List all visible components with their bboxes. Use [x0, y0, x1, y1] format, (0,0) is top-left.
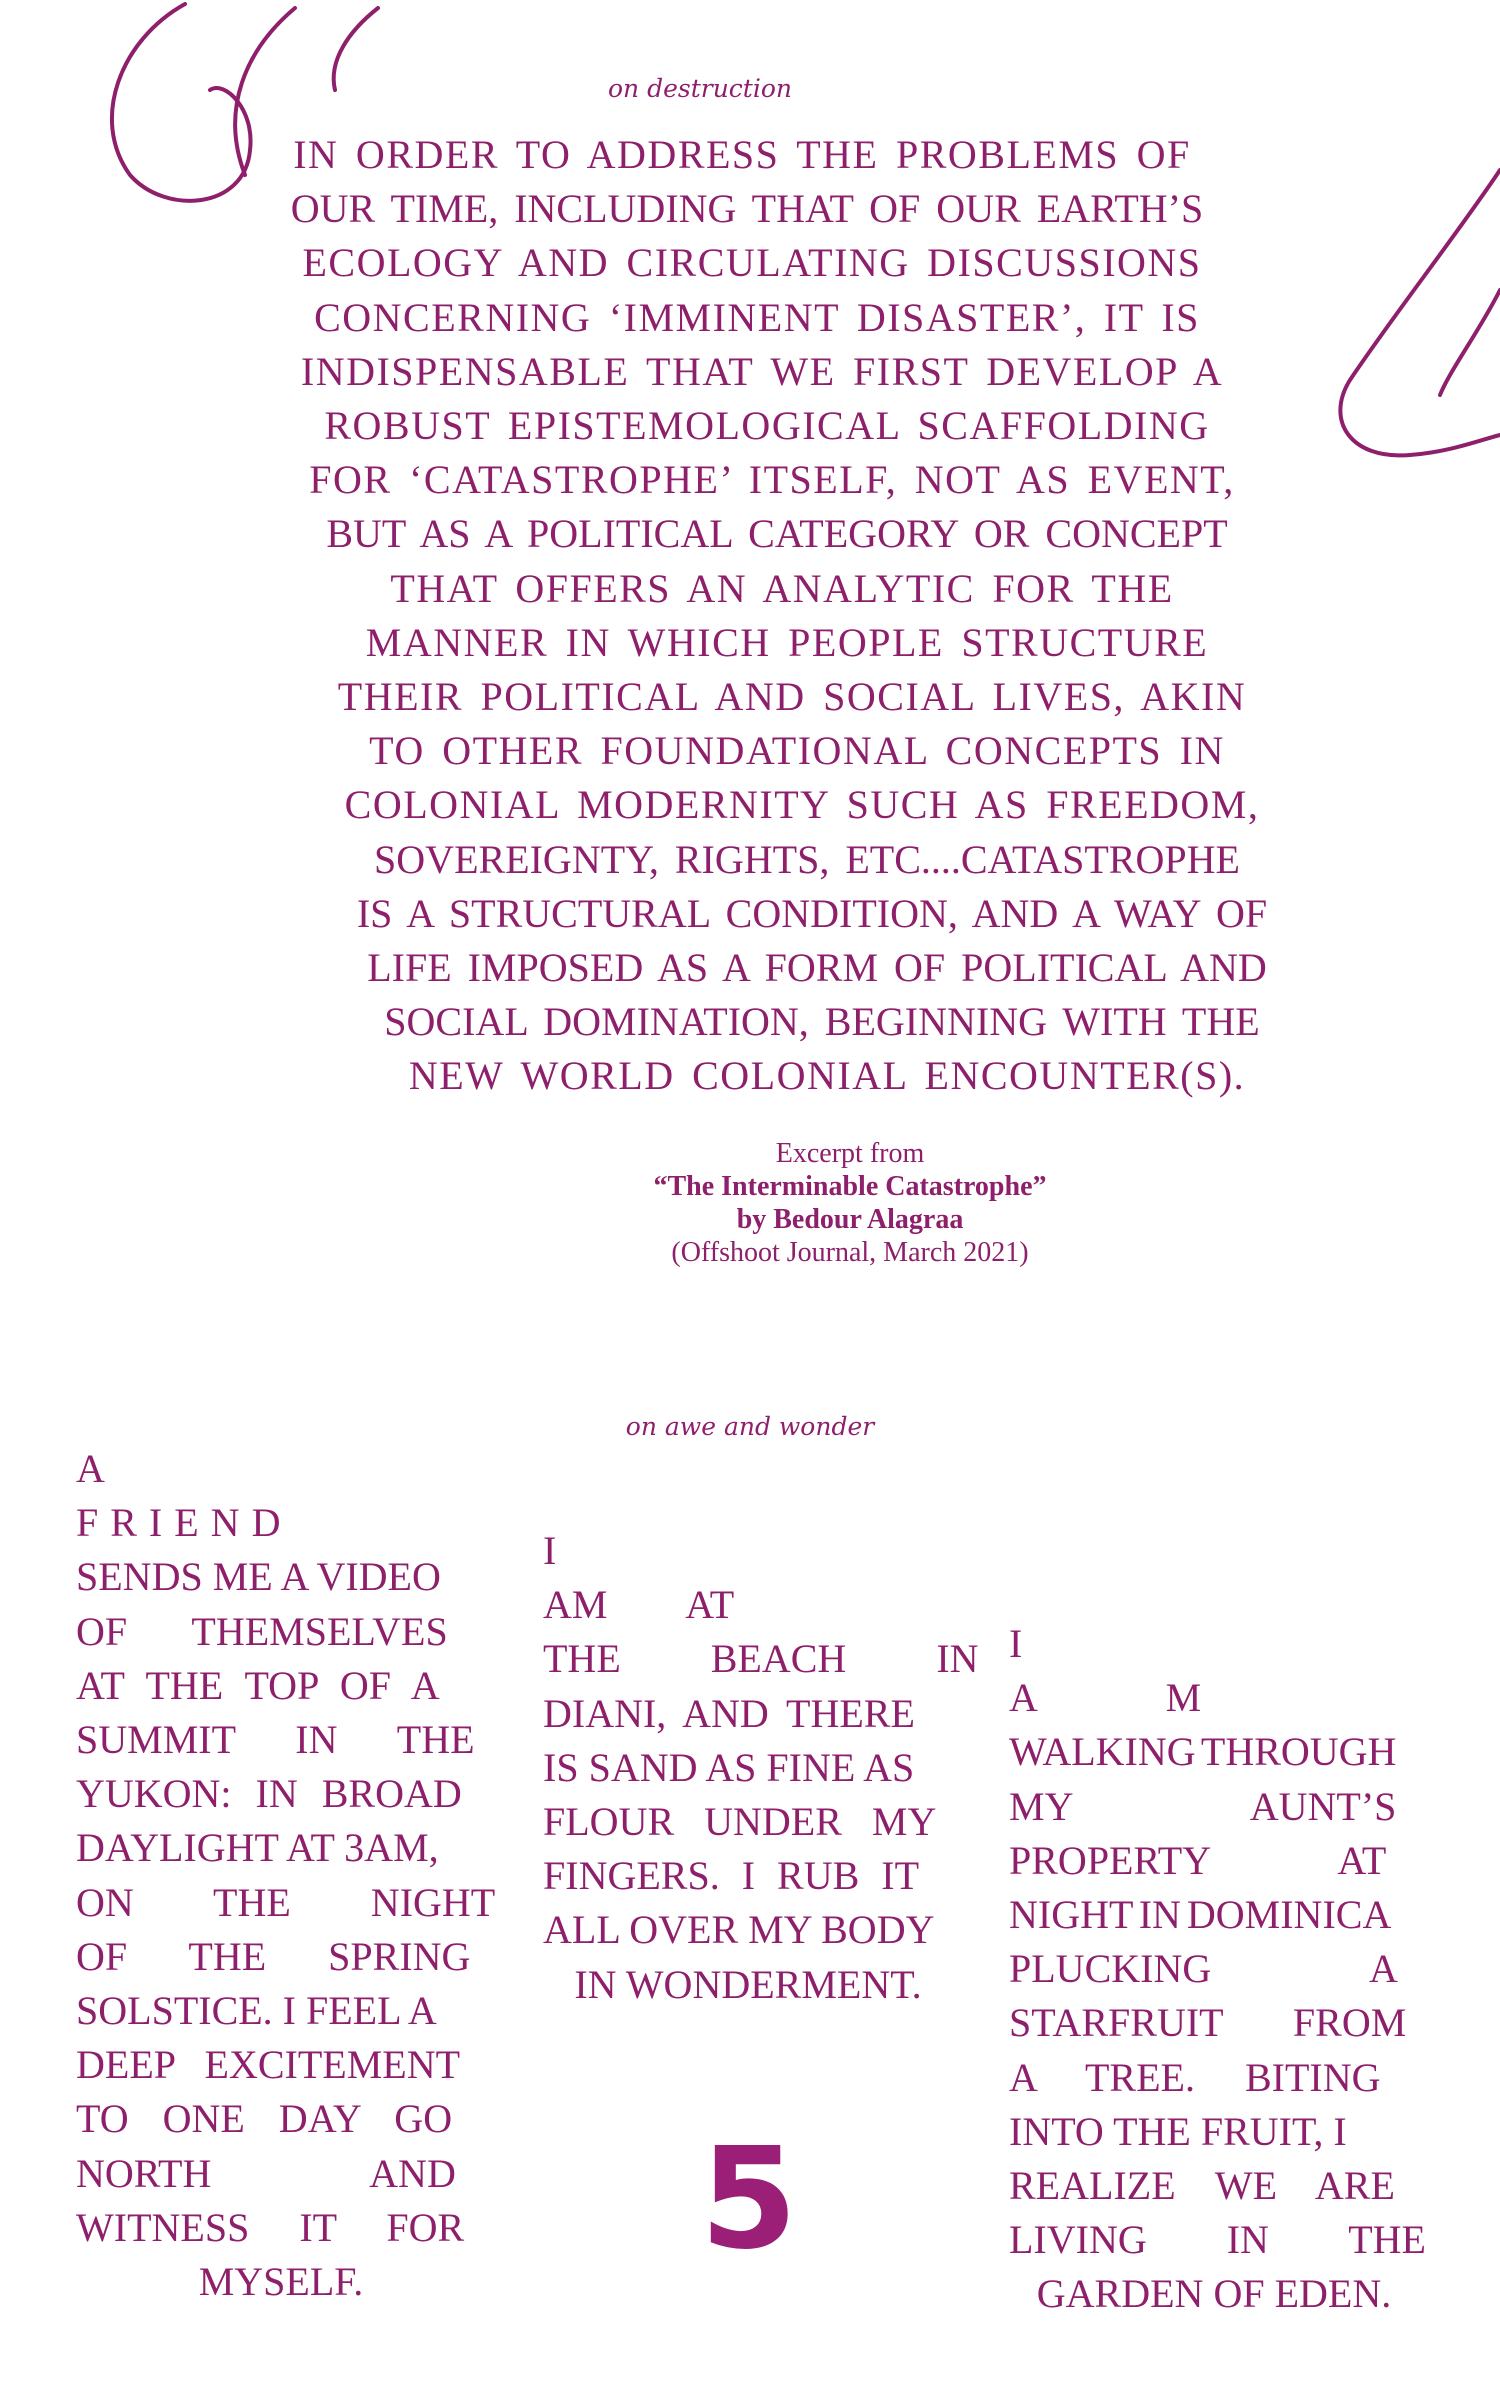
quote-line: CONCERNING ‘IMMINENT DISASTER’, IT IS	[314, 294, 1200, 340]
col-line: GARDEN OF EDEN.	[1036, 2271, 1392, 2317]
col-line: FRIEND	[76, 1500, 293, 1546]
col-line: DAYLIGHT AT 3AM,	[76, 1825, 439, 1871]
quote-line: THEIR POLITICAL AND SOCIAL LIVES, AKIN	[337, 674, 1247, 720]
col-line: IN WONDERMENT.	[574, 1961, 922, 2007]
quote-line: THAT OFFERS AN ANALYTIC FOR THE	[390, 565, 1174, 611]
col-line: WITNESS IT FOR	[76, 2204, 465, 2250]
quote-line: INDISPENSABLE THAT WE FIRST DEVELOP A	[300, 348, 1224, 394]
attribution	[600, 1137, 1100, 1269]
attribution-author: by Bedour Alagraa	[736, 1204, 964, 1235]
quote-line: LIFE IMPOSED AS A FORM OF POLITICAL AND	[367, 945, 1267, 991]
quote-line: SOCIAL DOMINATION, BEGINNING WITH THE	[384, 999, 1260, 1045]
caption-on-destruction: on destruction	[607, 74, 793, 103]
col-line: I	[1009, 1621, 1023, 1666]
col-line: IS SAND AS FINE AS	[543, 1744, 915, 1790]
col-line: PROPERTY AT	[1009, 1837, 1387, 1883]
column-friend	[76, 1442, 496, 2309]
col-line: OF THE SPRING	[76, 1933, 471, 1979]
quote-line: SOVEREIGNTY, RIGHTS, ETC....CATASTROPHE	[374, 836, 1240, 882]
col-line: NIGHT IN DOMINICA	[1009, 1892, 1392, 1938]
quote-line: NEW WORLD COLONIAL ENCOUNTER(S).	[408, 1053, 1246, 1099]
attribution-title: “The Interminable Catastrophe”	[653, 1171, 1047, 1202]
quote-line: FOR ‘CATASTROPHE’ ITSELF, NOT AS EVENT,	[309, 457, 1235, 503]
col-line: LIVING IN THE	[1009, 2217, 1426, 2263]
col-line: SENDS ME A VIDEO	[76, 1554, 441, 1600]
col-line: FINGERS. I RUB IT	[543, 1853, 920, 1899]
quote-line: COLONIAL MODERNITY SUCH AS FREEDOM,	[344, 782, 1260, 828]
quote-line: IS A STRUCTURAL CONDITION, AND A WAY OF	[356, 890, 1268, 936]
col-line: DEEP EXCITEMENT	[76, 2042, 461, 2088]
attribution-source: (Offshoot Journal, March 2021)	[671, 1237, 1029, 1268]
col-line: MYSELF.	[198, 2259, 364, 2305]
quote-line: OUR TIME, INCLUDING THAT OF OUR EARTH’S	[290, 186, 1204, 232]
excerpt-quote	[252, 128, 1292, 1104]
col-line: ON THE NIGHT	[76, 1879, 496, 1925]
col-line: TO ONE DAY GO	[76, 2096, 453, 2142]
col-line: SUMMIT IN THE	[76, 1717, 475, 1763]
col-line: AT THE TOP OF A	[76, 1662, 440, 1708]
quote-line: BUT AS A POLITICAL CATEGORY OR CONCEPT	[326, 511, 1228, 557]
caption-on-awe-and-wonder: on awe and wonder	[625, 1412, 875, 1441]
col-line: THE BEACH IN	[543, 1636, 979, 1682]
col-line: STARFRUIT FROM	[1009, 2000, 1407, 2046]
quote-line: TO OTHER FOUNDATIONAL CONCEPTS IN	[369, 728, 1225, 774]
col-line: A TREE. BITING	[1009, 2054, 1381, 2100]
col-line: FLOUR UNDER MY	[543, 1799, 937, 1845]
col-line: NORTH AND	[76, 2150, 456, 2196]
col-line: I	[543, 1528, 557, 1573]
column-dominica	[1009, 1617, 1426, 2322]
col-line: MY AUNT’S	[1009, 1783, 1397, 1829]
attribution-line: Excerpt from	[775, 1138, 925, 1169]
page-number: 5	[700, 2118, 798, 2281]
col-line: A M	[1009, 1675, 1202, 1721]
col-line: DIANI, AND THERE	[543, 1690, 915, 1736]
col-line: A	[76, 1446, 105, 1491]
col-line: REALIZE WE ARE	[1009, 2163, 1395, 2209]
col-line: OF THEMSELVES	[76, 1608, 448, 1654]
col-line: WALKING THROUGH	[1009, 1729, 1397, 1775]
column-beach	[543, 1524, 979, 2012]
quote-line: MANNER IN WHICH PEOPLE STRUCTURE	[365, 619, 1209, 665]
col-line: INTO THE FRUIT, I	[1009, 2108, 1347, 2154]
col-line: AM AT	[543, 1582, 735, 1628]
quote-mark-right-icon	[1330, 140, 1500, 470]
col-line: PLUCKING A	[1009, 1946, 1398, 1992]
col-line: SOLSTICE. I FEEL A	[76, 1988, 437, 2034]
quote-line: ECOLOGY AND CIRCULATING DISCUSSIONS	[302, 240, 1202, 286]
col-line: YUKON: IN BROAD	[76, 1771, 462, 1817]
quote-line: IN ORDER TO ADDRESS THE PROBLEMS OF	[293, 132, 1191, 177]
col-line: ALL OVER MY BODY	[543, 1907, 935, 1953]
quote-line: ROBUST EPISTEMOLOGICAL SCAFFOLDING	[324, 403, 1210, 449]
